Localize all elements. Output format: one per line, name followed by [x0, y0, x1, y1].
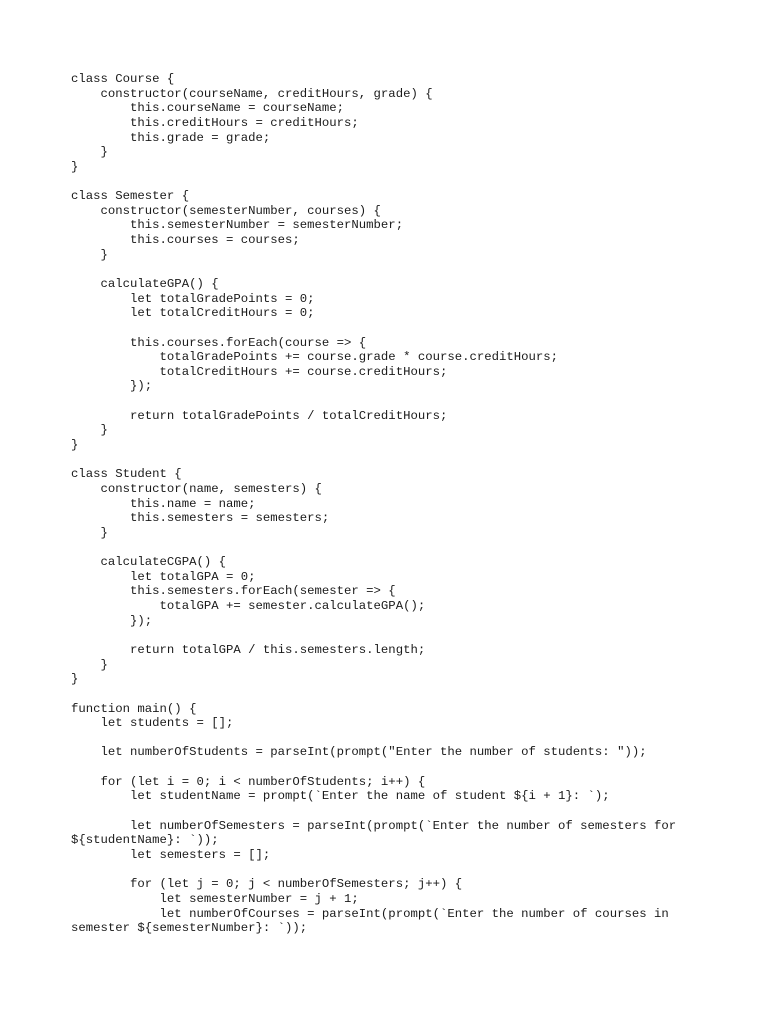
code-line: [71, 731, 711, 746]
code-line: semester ${semesterNumber}: `));: [71, 921, 308, 936]
code-line: let totalGPA = 0;: [71, 569, 256, 584]
code-line: let semesterNumber = j + 1;: [71, 891, 359, 906]
code-line: calculateGPA() {: [71, 276, 219, 291]
code-line: [71, 321, 711, 336]
code-line: let numberOfCourses = parseInt(prompt(`Enter the number of courses in: [71, 906, 669, 921]
code-line: for (let j = 0; j < numberOfSemesters; j++) {: [71, 877, 463, 892]
code-line: [71, 262, 711, 277]
code-line: this.courseName = courseName;: [71, 101, 345, 116]
code-line: constructor(name, semesters) {: [71, 481, 322, 496]
code-line: });: [71, 379, 153, 394]
code-line: this.semesters = semesters;: [71, 511, 330, 526]
code-line: this.semesters.forEach(semester => {: [71, 584, 396, 599]
code-line: [71, 760, 711, 775]
code-line: [71, 453, 711, 468]
code-line: class Course {: [71, 72, 175, 86]
code-line: for (let i = 0; i < numberOfStudents; i++) {: [71, 774, 426, 789]
code-line: [71, 863, 711, 878]
code-line: function main() {: [71, 701, 197, 716]
code-line: this.courses.forEach(course => {: [71, 335, 367, 350]
code-line: ${studentName}: `));: [71, 833, 219, 848]
code-line: }: [71, 247, 108, 262]
code-listing: [71, 72, 711, 936]
code-line: [71, 394, 711, 409]
code-line: }: [71, 423, 108, 438]
code-line: [71, 174, 711, 189]
code-line: return totalGPA / this.semesters.length;: [71, 642, 426, 657]
code-line: });: [71, 613, 153, 628]
code-line: totalGradePoints += course.grade * course.creditHours;: [71, 350, 559, 365]
code-line: let totalGradePoints = 0;: [71, 291, 315, 306]
code-line: this.creditHours = creditHours;: [71, 115, 359, 130]
code-line: let numberOfStudents = parseInt(prompt("Enter the number of students: "));: [71, 745, 647, 760]
code-line: }: [71, 525, 108, 540]
code-line: let students = [];: [71, 716, 234, 731]
code-line: this.semesterNumber = semesterNumber;: [71, 218, 404, 233]
code-line: }: [71, 672, 79, 687]
code-line: let numberOfSemesters = parseInt(prompt(`Enter the number of semesters for: [71, 818, 677, 833]
code-line: constructor(courseName, creditHours, grade) {: [71, 86, 433, 101]
code-line: }: [71, 438, 79, 453]
code-line: this.courses = courses;: [71, 233, 300, 248]
code-line: let semesters = [];: [71, 847, 271, 862]
code-line: [71, 541, 711, 556]
code-line: }: [71, 159, 79, 174]
code-line: calculateCGPA() {: [71, 555, 226, 570]
code-line: totalCreditHours += course.creditHours;: [71, 364, 448, 379]
code-line: }: [71, 657, 108, 672]
code-line: [71, 628, 711, 643]
code-line: let studentName = prompt(`Enter the name of student ${i + 1}: `);: [71, 789, 610, 804]
code-line: [71, 687, 711, 702]
code-line: totalGPA += semester.calculateGPA();: [71, 599, 426, 614]
code-line: return totalGradePoints / totalCreditHours;: [71, 408, 448, 423]
code-line: }: [71, 145, 108, 160]
code-line: constructor(semesterNumber, courses) {: [71, 203, 381, 218]
code-line: let totalCreditHours = 0;: [71, 306, 315, 321]
code-line: this.grade = grade;: [71, 130, 271, 145]
code-line: this.name = name;: [71, 496, 256, 511]
code-line: class Student {: [71, 467, 182, 482]
code-line: class Semester {: [71, 189, 190, 204]
code-line: [71, 804, 711, 819]
